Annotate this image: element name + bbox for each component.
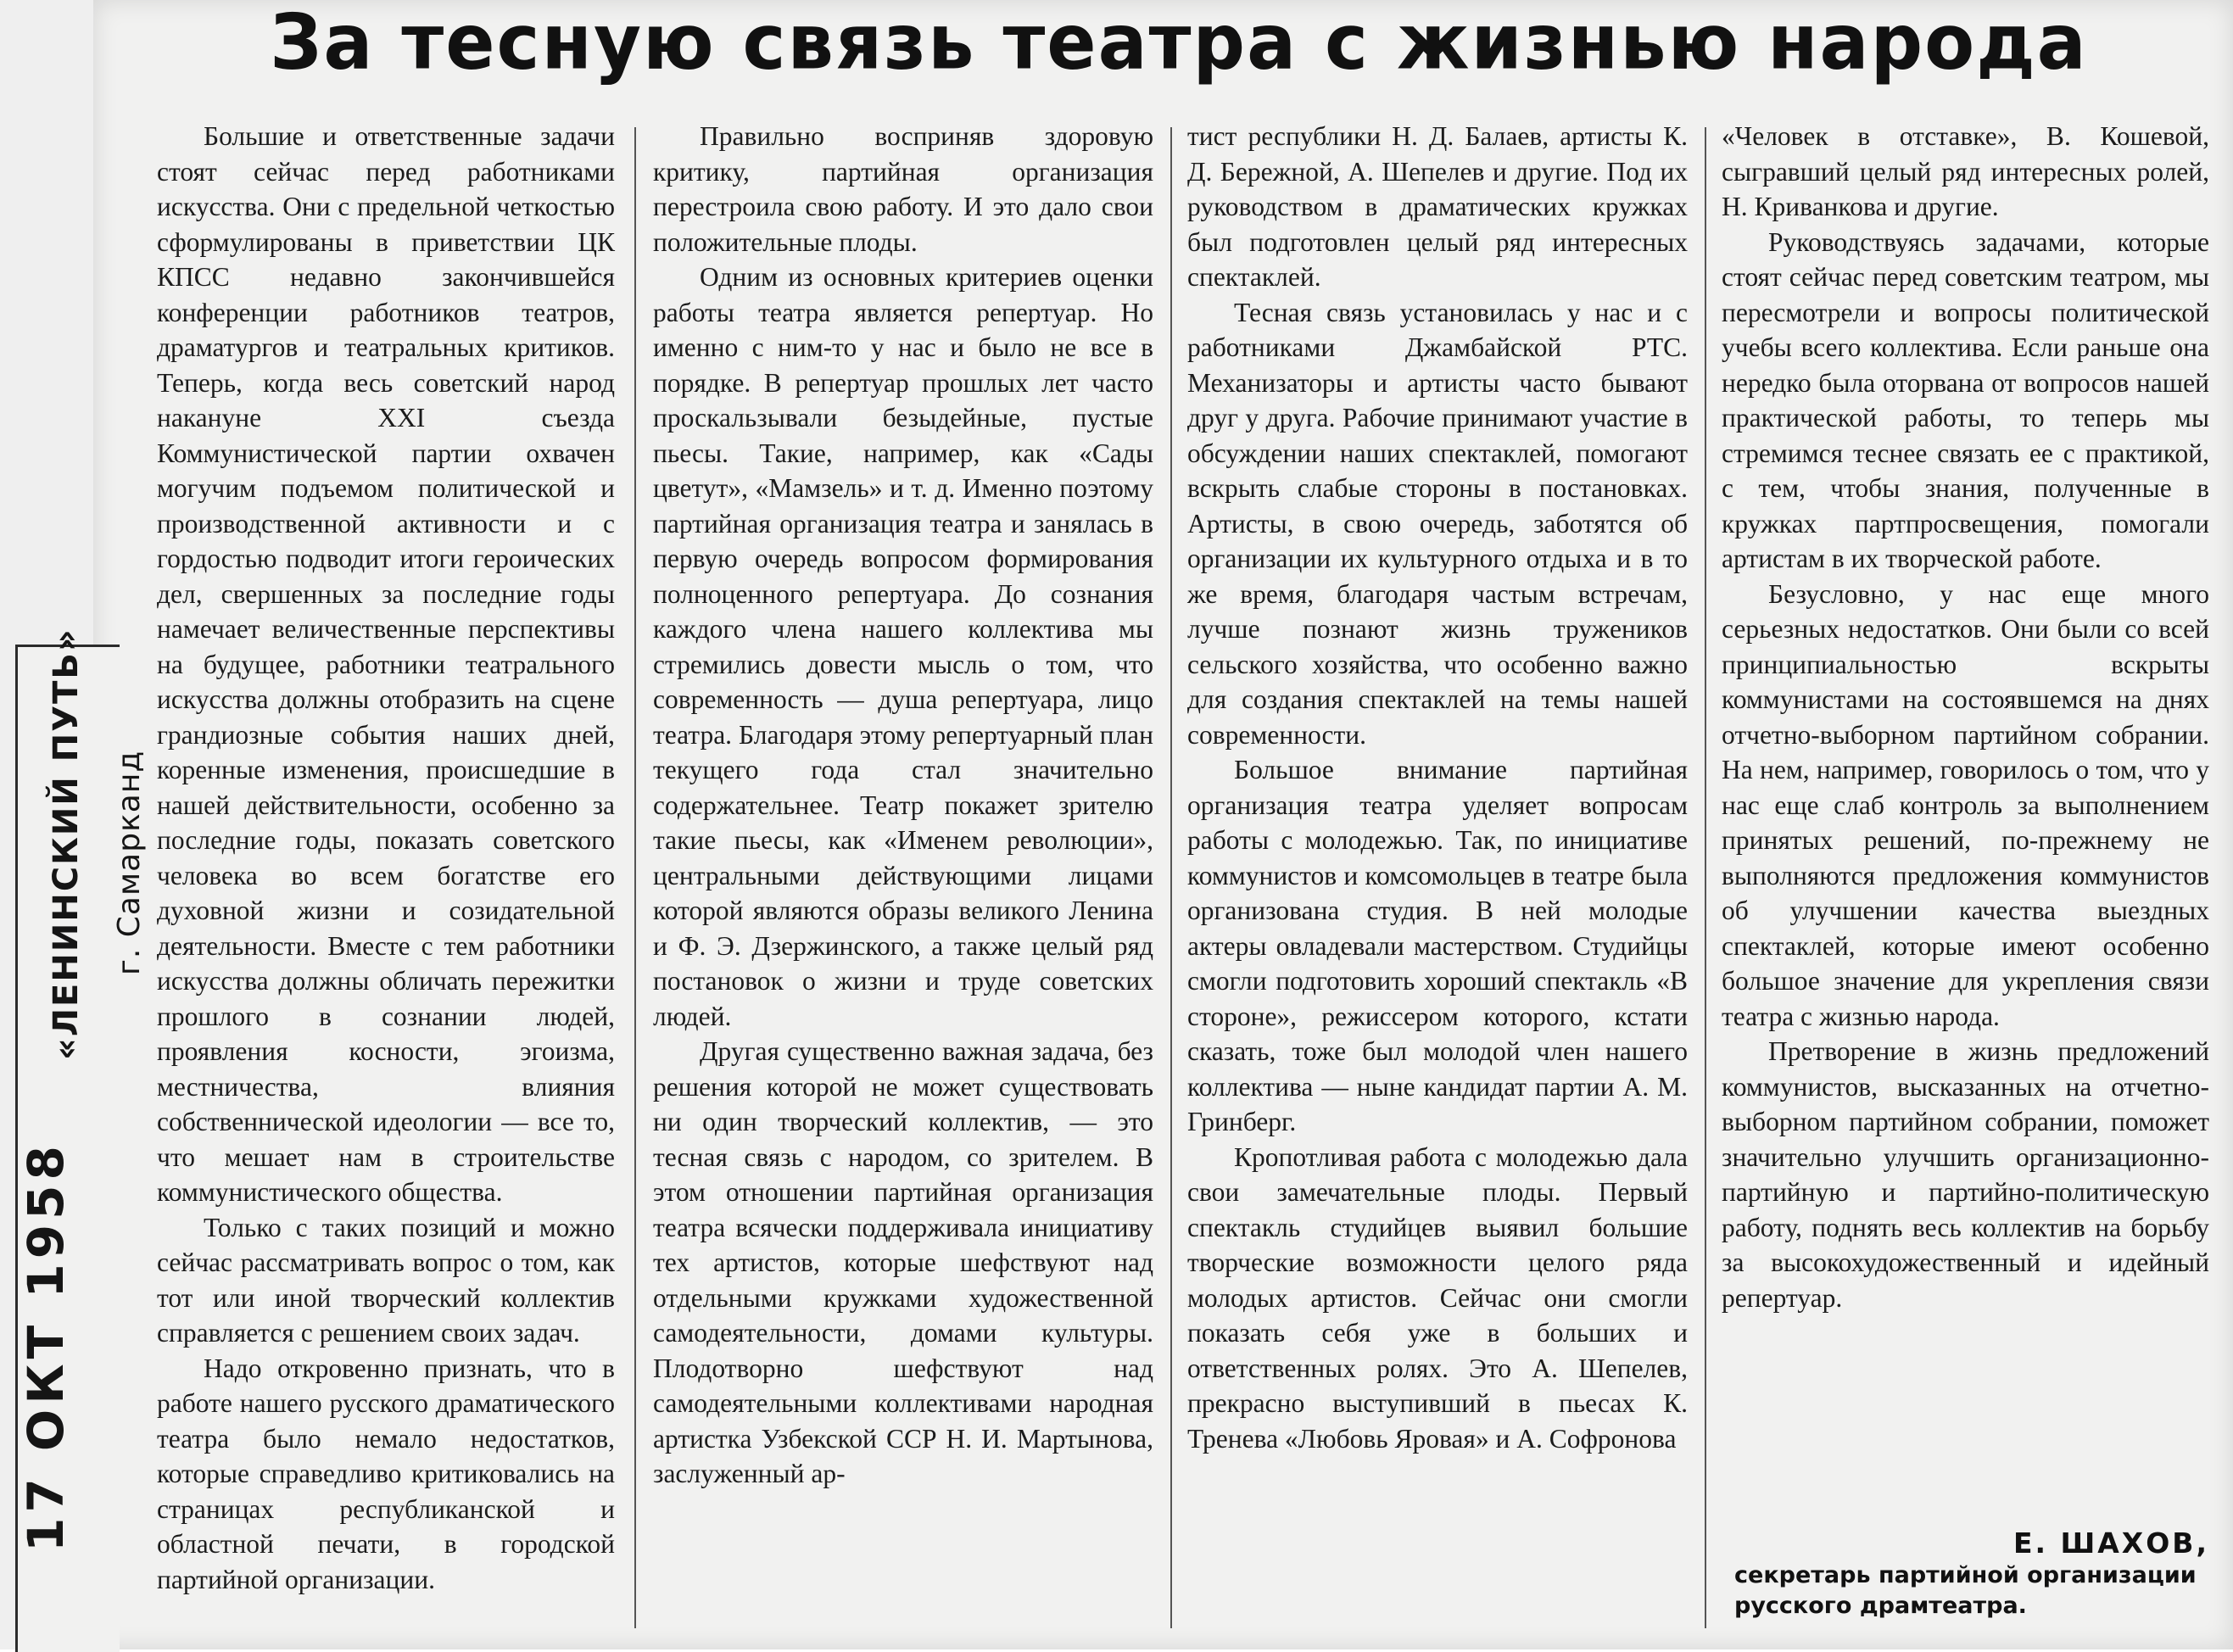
article-column-3 [1187,119,1688,1611]
paragraph: Другая существенно важная задача, без решения которой не может существовать ни один творческий коллектив, — это тесная связь с народом, со зрителем. В этом отношении партийная организация театра всячески поддерживала инициативу тех артистов, которые шефствуют над отдельными кружками художественной самодеятельности, домами культуры. Плодотворно шефствуют над самодеятельными коллективами народная артистка Узбекской ССР Н. И. Мартынова, заслуженный ар- [653,1036,1153,1488]
paragraph: Тесная связь установилась у нас и с работниками Джамбайской РТС. Механизаторы и артисты часто бывают друг у друга. Рабочие принимают участие в обсуждении наших спектаклей, помогают вскрыть слабые стороны в постановках. Артисты, в свою очередь, заботятся об организации их культурного отдыха и в то же время, благодаря частым встречам, лучше познают жизнь тружеников сельского хозяйства, что особенно важно для создания спектаклей на темы нашей современности. [1187,297,1688,750]
newspaper-name-stamp: «ЛЕНИНСКИЙ ПУТЬ» [47,628,86,1060]
article-column-2 [653,119,1153,1611]
date-stamp: 17 ОКТ 1958 [17,1141,75,1552]
paragraph: Только с таких позиций и можно сейчас рассматривать вопрос о том, как тот или иной творческий коллектив справляется с решением своих задач. [157,1212,615,1348]
article-column-1 [157,119,615,1611]
author-name: Е. ШАХОВ, [2012,1526,2209,1560]
paragraph: Правильно восприняв здоровую критику, партийная организация перестроила свою работу. И это дало свои положительные плоды. [653,121,1153,257]
paragraph: Большие и ответственные задачи стоят сейчас перед работниками искусства. Они с предельной четкостью сформулированы в приветствии ЦК КПСС недавно закончившейся конференции работников театров, драматургов и театральных критиков. Теперь, когда весь советский народ накануне XXI съезда Коммунистической партии охвачен могучим подъемом политической и производственной активности и с гордостью подводит итоги героических дел, свершенных за последние годы намечает величественные перспективы на будущее, работники театрального искусства должны отобразить на сцене грандиозные события наших дней, коренные изменения, происшедшие в нашей действительности, особенно за последние годы, показать советского человека во всем богатстве его духовной жизни и созидательной деятельности. Вместе с тем работники искусства должны обличать пережитки прошлого в сознании людей, проявления косности, эгоизма, местничества, влияния собственнической идеологии — все то, что мешает нам в строительстве коммунистического общества. [157,121,615,1207]
article-headline: За тесную связь театра с жизнью народа [270,0,2088,87]
paragraph: тист республики Н. Д. Балаев, артисты К. Д. Бережной, А. Шепелев и другие. Под их руководством в драматических кружках был подготовлен целый ряд интересных спектаклей. [1187,121,1688,292]
author-role: секретарь партийной организации русского драмтеатра. [1734,1562,2197,1619]
paragraph: Претворение в жизнь предложений коммунистов, высказанных на отчетно-выборном партийном собрании, поможет значительно улучшить организационно-партийную и партийно-политическую работу, поднять весь коллектив на борьбу за высокохудожественный и идейный репертуар. [1722,1036,2209,1313]
paragraph: Безусловно, у нас еще много серьезных недостатков. Они были со всей принципиальностью вскрыты коммунистами на состоявшемся на днях отчетно-выборном партийном собрании. На нем, например, говорилось о том, что у нас еще слаб контроль за выполнением принятых решений, по-прежнему не выполняются предложения коммунистов об улучшении качества выездных спектаклей, которые имеют особенно большое значение для укрепления связи театра с жизнью народа. [1722,578,2209,1031]
article-column-4 [1722,119,2209,1611]
paragraph: Кропотливая работа с молодежью дала свои замечательные плоды. Первый спектакль студийцев выявил большие творческие возможности целого ряда молодых артистов. Сейчас они смогли показать себя уже в больших и ответственных ролях. Это А. Шепелев, прекрасно выступивший в пьесах К. Тренева «Любовь Яровая» и А. Софронова [1187,1141,1688,1454]
paragraph: «Человек в отставке», В. Кошевой, сыгравший целый ряд интересных ролей, Н. Криванкова и другие. [1722,121,2209,221]
city-stamp: г. Самарканд [112,750,147,975]
paragraph: Одним из основных критериев оценки работы театра является репертуар. Но именно с ним-то у нас и было не все в порядке. В репертуар прошлых лет часто проскальзывали безыдейные, пустые пьесы. Такие, например, как «Сады цветут», «Мамзель» и т. д. Именно поэтому партийная организация театра и занялась в первую очередь вопросом формирования полноценного репертуара. До сознания каждого члена нашего коллектива мы стремились довести мысль о том, что современность — душа репертуара, лицо театра. Благодаря этому репертуарный план текущего года стал значительно содержательнее. Театр покажет зрителю такие пьесы, как «Именем революции», центральными действующими лицами которой являются образы великого Ленина и Ф. Э. Дзержинского, а также целый ряд постановок о жизни и труде советских людей. [653,262,1153,1031]
author-signature [1734,1526,2209,1621]
paragraph: Надо откровенно признать, что в работе нашего русского драматического театра было немало недостатков, которые справедливо критиковались на страницах республиканской и областной печати, в городской партийной организации. [157,1353,615,1594]
paragraph: Руководствуясь задачами, которые стоят сейчас перед советским театром, мы пересмотрели и вопросы политической учебы всего коллектива. Если раньше она нередко была оторвана от вопросов нашей практической работы, то теперь мы стремимся теснее связать ее с практикой, с тем, чтобы знания, полученные в кружках партпросвещения, помогали артистам в их творческой работе. [1722,226,2209,573]
column-divider [1705,127,1706,1628]
column-divider [1170,127,1172,1628]
paragraph: Большое внимание партийная организация театра уделяет вопросам работы с молодежью. Так, по инициативе коммунистов и комсомольцев в театре была организована студия. В ней молодые актеры овладевали мастерством. Студийцы смогли подготовить хороший спектакль «В стороне», режиссером которого, кстати сказать, тоже был молодой член нашего коллектива — ныне кандидат партии А. М. Гринберг. [1187,755,1688,1136]
column-divider [634,127,636,1628]
